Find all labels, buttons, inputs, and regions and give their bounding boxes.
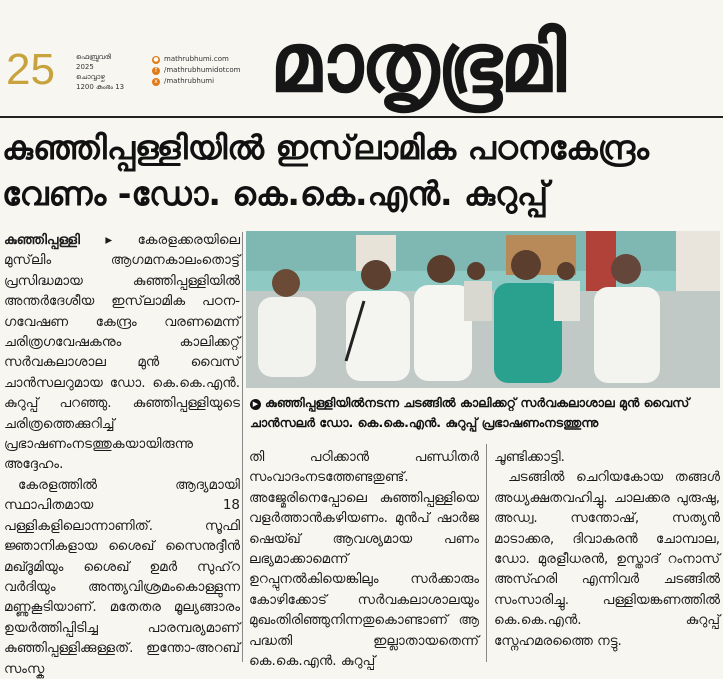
- date-meta: [76, 52, 124, 92]
- contact-twitter[interactable]: [152, 76, 240, 87]
- facebook-text: /mathrubhumidotcom: [164, 66, 241, 74]
- article-paragraph-4: ചൂണ്ടിക്കാട്ടി.: [494, 449, 565, 465]
- masthead-rule: [0, 116, 723, 118]
- article-paragraph-3: തി പഠിക്കാൻ പണ്ഡിതർ സംവാദംനടത്തേണ്ടതുണ്ട്. അജ്മേരിനെപ്പോലെ കുഞ്ഞിപ്പള്ളിയെ വളർത്താൻകഴിയണം. മുൻപ് ഷാർജ ഷെയ്ഖ് ആവശ്യമായ പണം ലഭ്യമാക്കാമെന്ന് ഉറപ്പുനൽകിയെങ്കിലും സർക്കാരും കോഴിക്കോട് സർവകലാശാലയും മുഖംതിരിഞ്ഞുനിന്നതുകൊണ്ടാണ് ആ പദ്ധതി ഇല്ലാതായതെന്ന് കെ.കെ.എൻ. കുറുപ്പ്: [249, 449, 479, 670]
- headline-line-1: കുഞ്ഞിപ്പള്ളിയിൽ ഇസ്‌ലാമിക പഠനകേന്ദ്രം: [2, 128, 649, 167]
- article-paragraph-5: ചടങ്ങിൽ ചെറിയകോയ തങ്ങൾ അധ്യക്ഷതവഹിച്ചു. ചാലക്കര പുരുഷു, അഡ്വ. സന്തോഷ്, സത്യൻ മാടാക്കര, ദിവാകരൻ ചോമ്പാല, ഡോ. മുരളീധരൻ, ഉസ്താദ് റംനാസ് അസ്ഹരി എന്നിവർ ചടങ്ങിൽ സംസാരിച്ചു. പള്ളിയങ്കണത്തിൽ കെ.കെ.എൻ. കുറുപ്പ് സ്നേഹമരത്തൈ നട്ടു.: [494, 469, 720, 649]
- column-divider: [486, 444, 487, 662]
- article-column-1: [4, 230, 240, 679]
- web-icon: ●: [153, 55, 159, 63]
- headline-line-2: വേണം -ഡോ. കെ.കെ.എൻ. കുറുപ്പ്: [2, 174, 549, 213]
- date-year: 2025: [76, 63, 94, 71]
- date-era: 1200 കുംഭം 13: [76, 83, 125, 91]
- photo-caption: [250, 393, 718, 433]
- date-number: 25: [6, 45, 55, 94]
- dateline: കുഞ്ഞിപ്പള്ളി: [4, 232, 80, 248]
- contact-website[interactable]: [152, 54, 240, 65]
- photo-caption-text: കുഞ്ഞിപ്പള്ളിയിൽനടന്ന ചടങ്ങിൽ കാലിക്കറ്റ് സർവകലാശാല മുൻ വൈസ് ചാൻസലർ ഡോ. കെ.കെ.എൻ. കുറുപ്പ് പ്രഭാഷണംനടത്തുന്നു: [250, 395, 690, 430]
- article-paragraph-1: കേരളക്കരയിലെ മുസ്‌ലിം ആഗമനകാലംതൊട്ട് പ്രസിദ്ധമായ കുഞ്ഞിപ്പള്ളിയിൽ അന്തർദേശീയ ഇസ്‌ലാമിക പഠന-ഗവേഷണ കേന്ദ്രം വരണമെന്ന് ചരിത്രഗവേഷകനും കാലിക്കറ്റ് സർവകലാശാല മുൻ വൈസ് ചാൻസലറുമായ ഡോ. കെ.കെ.എൻ. കുറുപ്പ് പറഞ്ഞു. കുഞ്ഞിപ്പള്ളിയുടെ ചരിത്രത്തെക്കുറിച്ച് പ്രഭാഷണംനടത്തുകയായിരുന്നു അദ്ദേഹം.: [4, 232, 240, 473]
- article-column-2: [249, 447, 479, 671]
- column-divider: [242, 232, 243, 662]
- contact-links: [152, 54, 240, 87]
- website-text: mathrubhumi.com: [164, 55, 229, 63]
- contact-facebook[interactable]: [152, 65, 240, 76]
- twitter-text: /mathrubhumi: [164, 77, 215, 85]
- date-weekday: ചൊവ്വാഴ്ച: [76, 73, 105, 81]
- facebook-icon: f: [152, 67, 160, 75]
- article-paragraph-2: കേരളത്തിൽ ആദ്യമായി സ്ഥാപിതമായ 18 പള്ളികളിലൊന്നാണിത്. സൂഫി ജ്ഞാനികളായ ശൈഖ് സൈനുദ്ദീൻ മഖ്ദൂമിയും ശൈഖ് ഉമർ സുഹ്‌റ വർദിയും അന്ത്യവിശ്രമംകൊള്ളുന്ന മണ്ണുകൂടിയാണ്. മതേതര മൂല്യങ്ങാരം ഉയർത്തിപ്പിടിച്ച പാരമ്പര്യമാണ് കുഞ്ഞിപ്പള്ളിക്കുള്ളത്. ഇന്തോ-അറബ് സംസ്ക: [4, 476, 240, 677]
- masthead-logo: മാതൃഭൂമി: [270, 16, 565, 111]
- date-month: ഫെബ്രുവരി: [76, 53, 111, 61]
- event-photo-illustration: [246, 231, 720, 388]
- event-photo: [246, 231, 720, 388]
- twitter-icon: x: [152, 78, 160, 86]
- article-column-3: [494, 447, 720, 651]
- play-icon: ▶: [250, 399, 261, 410]
- dateline-arrow: ▸: [79, 232, 138, 248]
